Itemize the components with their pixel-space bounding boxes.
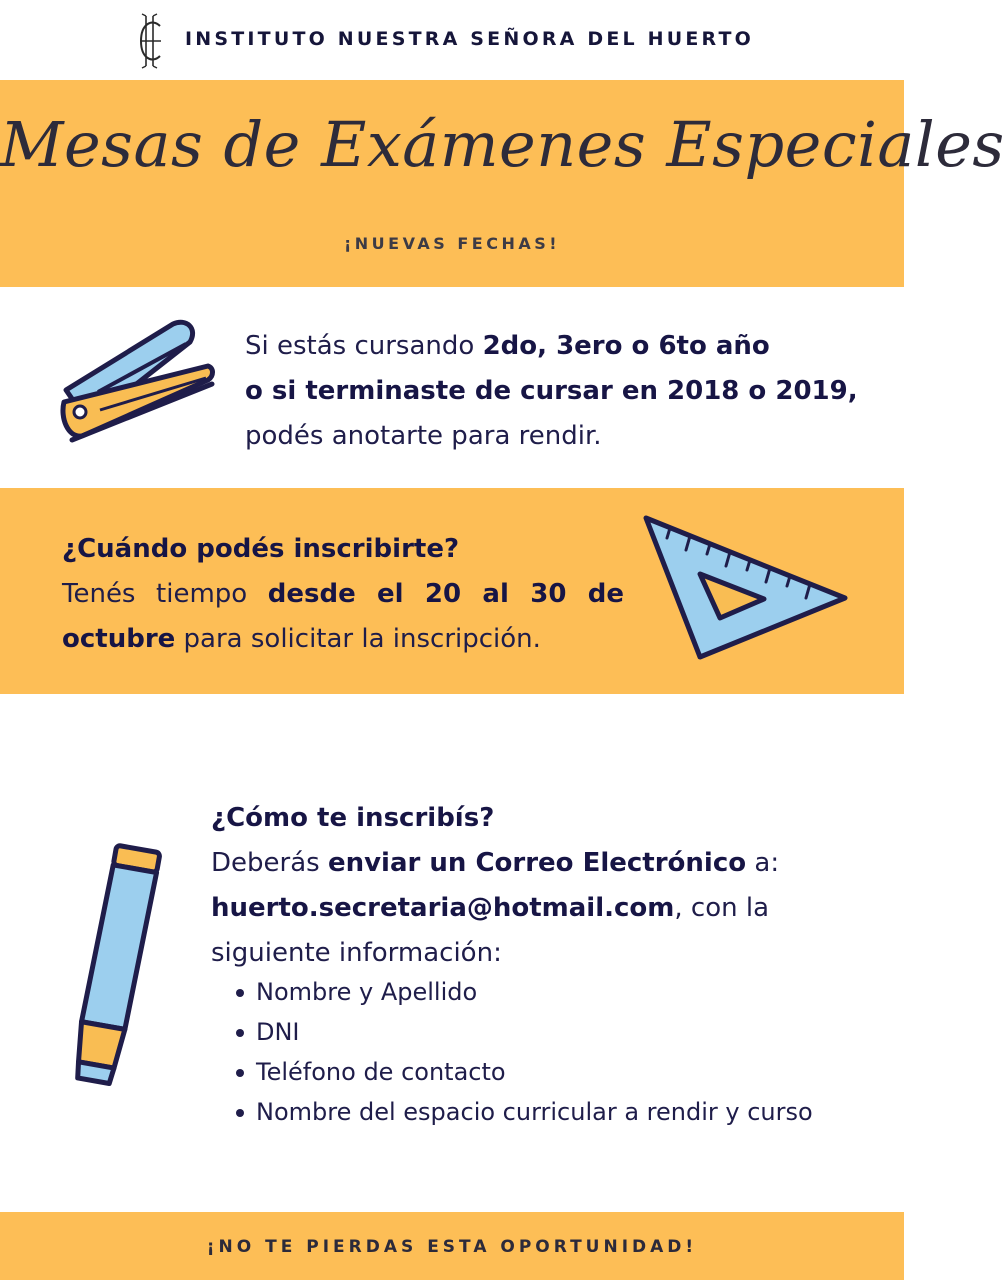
how-to-register-text [211,796,779,976]
list-item: DNI [234,1012,813,1052]
when-line1: Tenés tiempo [62,579,268,609]
when-line2: para solicitar la inscripción. [175,624,541,654]
page-header [0,0,904,80]
date-range: desde el 20 al 30 de [267,579,624,609]
eligibility-line1: Si estás cursando [245,331,483,361]
how-line2-end: , con la [674,893,770,923]
eligibility-text [245,324,858,459]
institution-name: INSTITUTO NUESTRA SEÑORA DEL HUERTO [185,28,755,50]
eligible-graduation-years: o si terminaste de cursar en 2018 o 2019, [245,376,858,406]
list-item: Nombre y Apellido [234,972,813,1012]
list-item: Teléfono de contacto [234,1052,813,1092]
how-line1: Deberás [211,848,328,878]
required-info-list [234,972,813,1132]
eligible-years: 2do, 3ero o 6to año [482,331,770,361]
monogram-logo-icon [138,12,164,70]
list-item: Nombre del espacio curricular a rendir y curso [234,1092,813,1132]
new-dates-subtitle: ¡NUEVAS FECHAS! [343,234,561,253]
how-heading: ¿Cómo te inscribís? [211,803,495,833]
highlighter-marker-icon [56,842,166,1087]
how-line1-end: a: [746,848,780,878]
page-title: Mesas de Exámenes Especiales [0,108,1005,181]
eligibility-line3: podés anotarte para rendir. [245,421,602,451]
when-heading: ¿Cuándo podés inscribirte? [62,534,460,564]
registration-dates-text [62,527,624,662]
send-email-instruction: enviar un Correo Electrónico [327,848,747,878]
month: octubre [62,624,176,654]
email-address: huerto.secretaria@hotmail.com [211,893,675,923]
stapler-icon [58,318,218,448]
set-square-ruler-icon [640,512,854,664]
footer-text: ¡NO TE PIERDAS ESTA OPORTUNIDAD! [206,1237,698,1257]
how-line3: siguiente información: [211,938,502,968]
